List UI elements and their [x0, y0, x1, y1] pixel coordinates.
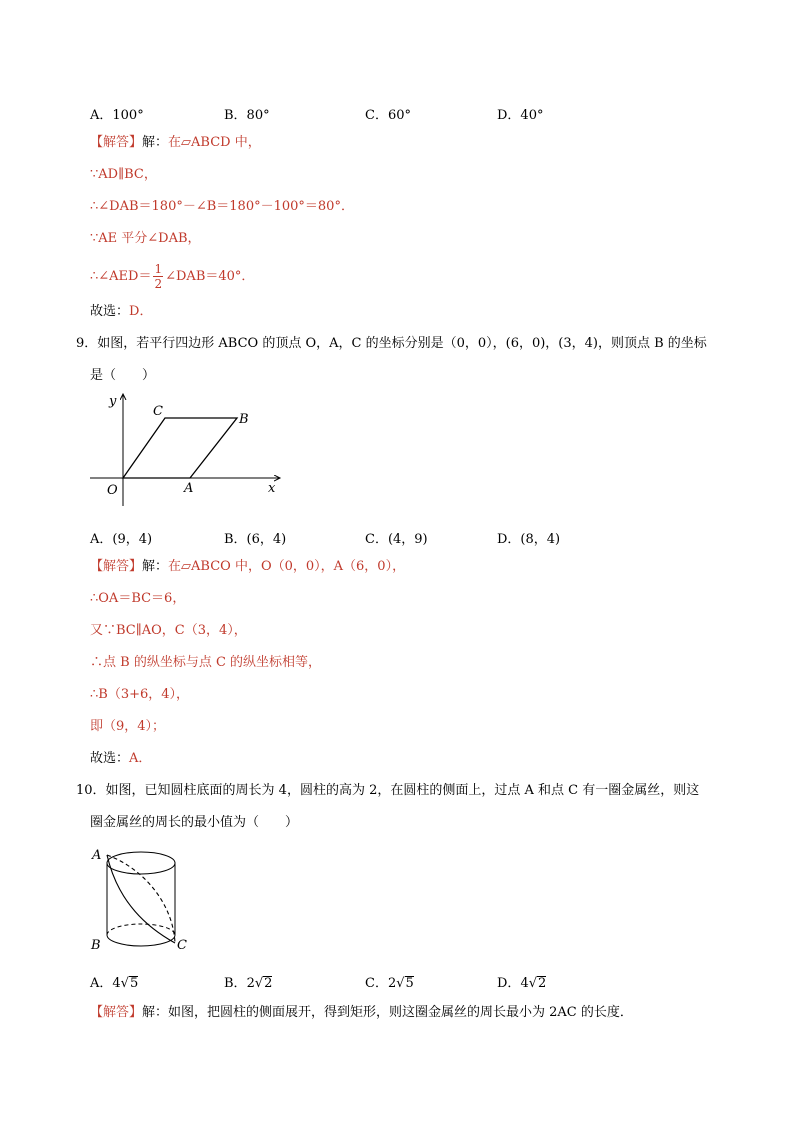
q10-option-a: A．4√5 — [90, 976, 139, 991]
q8-choice: D． — [129, 304, 153, 319]
label-o: O — [107, 483, 118, 498]
choice-label: 故选： — [90, 304, 130, 319]
q9-option-c: C．(4，9) — [365, 532, 428, 547]
q8-answer-line-1 — [90, 133, 261, 153]
q9-line-0: 在▱ABCO 中，O（0，0），A（6，0）， — [168, 559, 406, 574]
q8-option-b: B．80° — [224, 108, 270, 123]
q8-line-1: ∵AD∥BC， — [90, 167, 157, 182]
q10-option-d: D．4√2 — [497, 976, 547, 991]
q9-line-4: ∴B（3+6，4）， — [90, 687, 190, 702]
answer-lead: 解： — [142, 135, 169, 150]
q9-option-b: B．(6，4) — [224, 532, 287, 547]
q10-answer-text: 解：如图，把圆柱的侧面展开，得到矩形，则这圈金属丝的周长最小为 2AC 的长度． — [142, 1005, 633, 1020]
q10-cylinder-figure — [88, 843, 198, 958]
q10-option-b: B．2√2 — [224, 976, 273, 991]
label-b: B — [239, 412, 249, 427]
q9-line-3: ∴点 B 的纵坐标与点 C 的纵坐标相等， — [90, 655, 322, 670]
q8-frac-suffix: ∠DAB＝40°． — [165, 269, 255, 284]
q9-choice: A． — [129, 751, 152, 766]
q8-frac-prefix: ∴∠AED＝ — [90, 269, 152, 284]
label-b: B — [91, 938, 101, 953]
q9-answer-line-1 — [90, 557, 405, 577]
parallelogram-abco — [123, 418, 237, 478]
radicand: 2 — [538, 976, 547, 991]
label-x: x — [268, 481, 276, 496]
q9-line-5: 即（9，4）； — [90, 719, 166, 734]
answer-tag: 【解答】 — [90, 1005, 143, 1020]
radicand: 5 — [129, 976, 139, 991]
q8-line-0: 在▱ABCD 中， — [168, 135, 261, 150]
label-y: y — [109, 394, 117, 409]
q9-option-d: D．(8，4) — [497, 532, 561, 547]
q10-option-c: C．2√5 — [365, 976, 414, 991]
q9-option-a: A．(9，4) — [90, 532, 153, 547]
q9-stem-line-1: 9．如图，若平行四边形 ABCO 的顶点 O，A，C 的坐标分别是（0，0），(6，0)，(3，4)，则顶点 B 的坐标 — [76, 336, 707, 351]
cylinder-bottom-back — [107, 924, 175, 935]
answer-tag: 【解答】 — [90, 135, 143, 150]
q9-stem-line-2: 是（ ） — [90, 368, 156, 383]
answer-lead: 解： — [142, 559, 169, 574]
frac-numerator: 1 — [154, 262, 163, 276]
answer-tag: 【解答】 — [90, 559, 143, 574]
q8-choice-line — [90, 302, 152, 322]
radicand: 2 — [264, 976, 273, 991]
q9-line-1: ∴OA＝BC＝6， — [90, 591, 186, 606]
q9-line-2: 又∵BC∥AO，C（3，4）， — [90, 623, 247, 638]
q9-coordinate-figure — [85, 388, 295, 513]
q10-stem-line-2: 圈金属丝的周长的最小值为（ ） — [90, 815, 299, 830]
q8-line-2: ∴∠DAB＝180°－∠B＝180°－100°＝80°． — [90, 199, 354, 214]
label-a: A — [184, 481, 194, 496]
q10-answer-line — [90, 1003, 633, 1023]
q8-option-d: D．40° — [497, 108, 544, 123]
wire-back — [107, 855, 175, 943]
q8-option-a: A．100° — [90, 108, 144, 123]
radicand: 5 — [405, 976, 414, 991]
fraction-one-half — [153, 262, 163, 291]
wire-front — [107, 855, 175, 943]
label-c: C — [177, 938, 187, 953]
frac-denominator: 2 — [154, 277, 163, 291]
choice-label: 故选： — [90, 751, 130, 766]
cylinder-top — [107, 852, 175, 874]
label-a: A — [92, 848, 102, 863]
label-c: C — [153, 404, 163, 419]
q9-choice-line — [90, 749, 151, 769]
q10-stem-line-1: 10．如图，已知圆柱底面的周长为 4，圆柱的高为 2，在圆柱的侧面上，过点 A 和点 C 有一圈金属丝，则这 — [76, 783, 700, 798]
q8-option-c: C．60° — [365, 108, 411, 123]
q8-line-3: ∵AE 平分∠DAB， — [90, 231, 201, 246]
q8-fraction-line — [90, 262, 254, 291]
